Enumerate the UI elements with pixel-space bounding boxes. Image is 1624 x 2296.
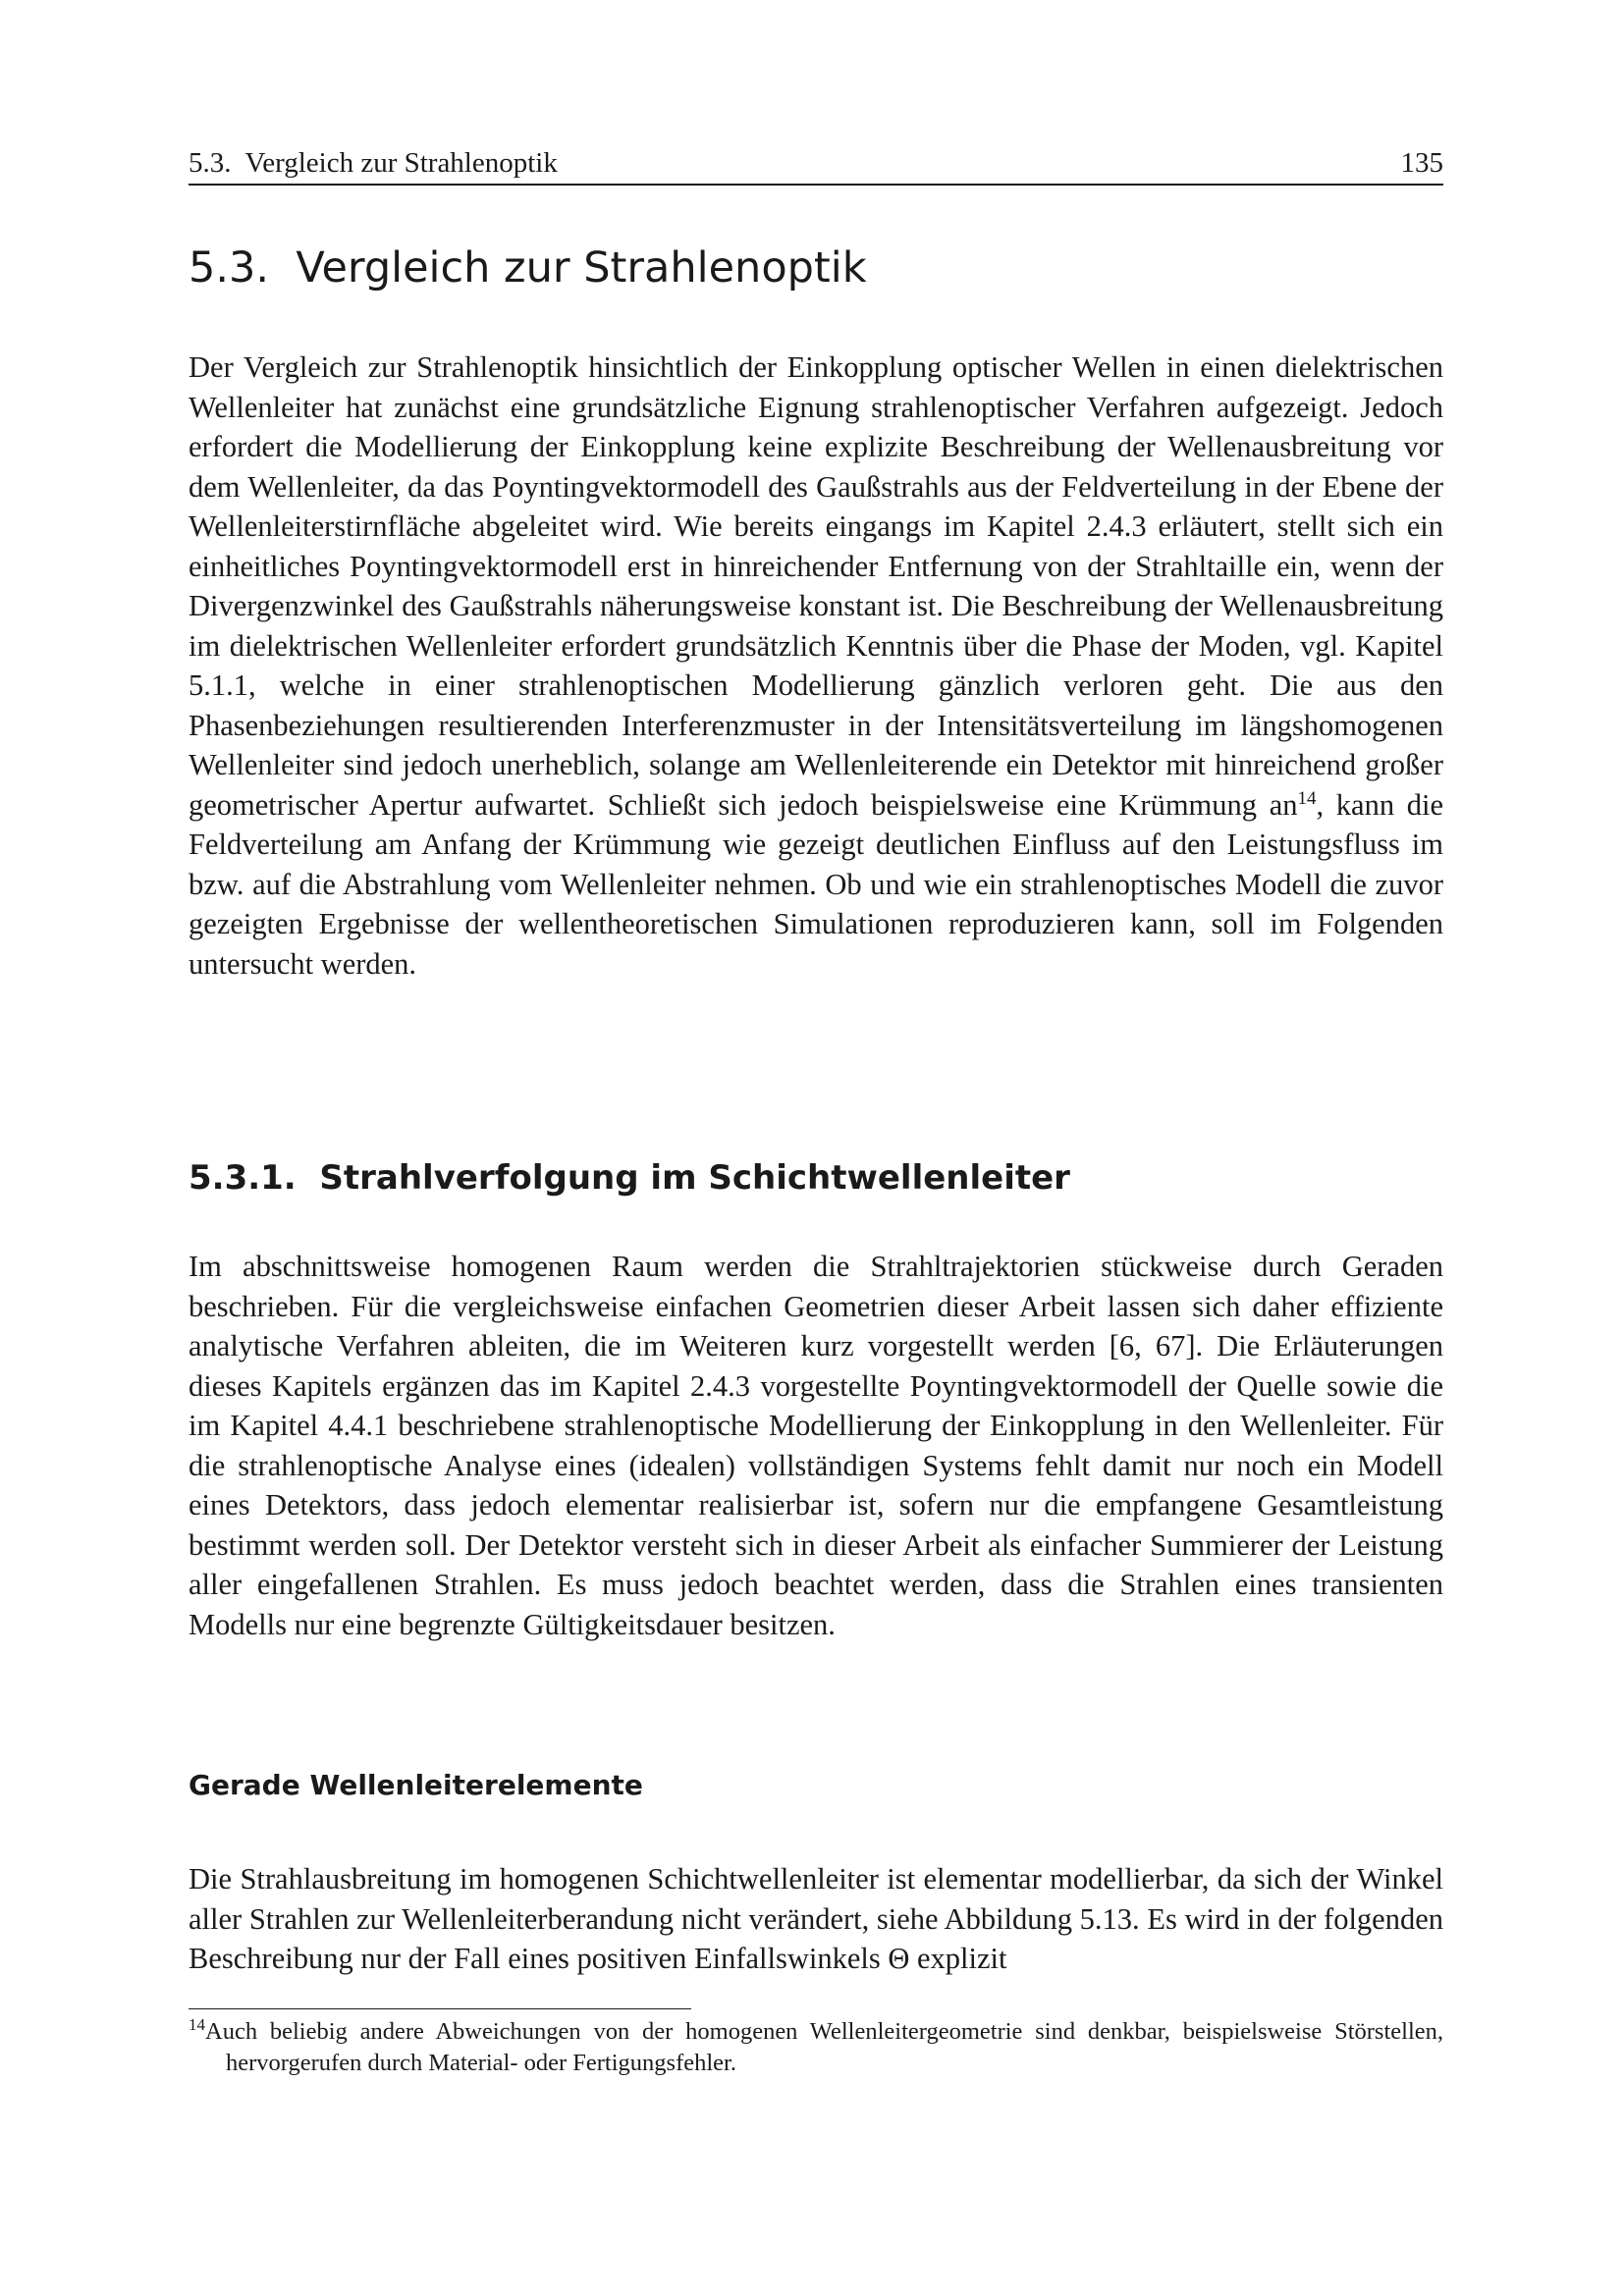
footnote-text: Auch beliebig andere Abweichungen von der homogenen Wellenleitergeometrie sind denkbar, beispielsweise Störstellen, hervorgerufen durch Material- oder Fertigungsfehler. <box>205 2018 1443 2076</box>
footnote-mark: 14 <box>1297 787 1317 809</box>
section-paragraph-text-a: Der Vergleich zur Strahlenoptik hinsichtlich der Einkopplung optischer Wellen in einen dielektrischen Wellenleiter hat zunächst eine grundsätzliche Eignung strahlenoptischer Verfahren aufgezeigt. Jedoch erfordert die Modellierung der Einkopplung keine explizite Beschreibung der Wellenausbreitung vor dem Wellenleiter, da das Poyntingvektormodell des Gaußstrahls aus der Feldverteilung in der Ebene der Wellenleiterstirnfläche abgeleitet wird. Wie bereits eingangs im Kapitel 2.4.3 erläutert, stellt sich ein einheitliches Poyntingvektormodell erst in hinreichender Entfernung von der Strahltaille ein, wenn der Divergenzwinkel des Gaußstrahls näherungsweise konstant ist. Die Beschreibung der Wellenausbreitung im dielektrischen Wellenleiter erfordert grundsätzlich Kenntnis über die Phase der Moden, vgl. Kapitel 5.1.1, welche in einer strahlenoptischen Modellierung gänzlich verloren geht. Die aus den Phasenbeziehungen resultierenden Interferenzmuster in der Intensitätsverteilung im längshomogenen Wellenleiter sind jedoch unerheblich, solange am Wellenleiterende ein Detektor mit hinreichend großer geometrischer Apertur aufwartet. Schließt sich jedoch beispielsweise eine Krümmung an <box>189 350 1443 822</box>
section-paragraph-text-b: , kann die Feldverteilung am Anfang der Krümmung wie gezeigt deutlichen Einfluss auf den Leistungsfluss im bzw. auf die Abstrahlung vom Wellenleiter nehmen. Ob und wie ein strahlenoptisches Modell die zuvor gezeigten Ergebnisse der wellentheoretischen Simulationen reproduzieren kann, soll im Folgenden untersucht werden. <box>189 787 1443 981</box>
footnote <box>189 2016 1443 2079</box>
footnote-number: 14 <box>189 2014 205 2034</box>
page <box>189 147 1443 2076</box>
footnote-rule <box>189 2008 691 2009</box>
section-paragraph <box>189 347 1443 984</box>
running-header <box>189 147 1443 186</box>
page-number: 135 <box>1400 147 1443 179</box>
subsection-title: 5.3.1. Strahlverfolgung im Schichtwellenleiter <box>189 1158 1070 1198</box>
running-title: 5.3. Vergleich zur Strahlenoptik <box>189 147 558 179</box>
subsubsection-paragraph: Die Strahlausbreitung im homogenen Schichtwellenleiter ist elementar modellierbar, da sich der Winkel aller Strahlen zur Wellenleiterberandung nicht verändert, siehe Abbildung 5.13. Es wird in der folgenden Beschreibung nur der Fall eines positiven Einfallswinkels Θ explizit <box>189 1862 1443 1975</box>
section-title: 5.3. Vergleich zur Strahlenoptik <box>189 243 867 293</box>
subsection-paragraph: Im abschnittsweise homogenen Raum werden die Strahltrajektorien stückweise durch Geraden beschrieben. Für die vergleichsweise einfachen Geometrien dieser Arbeit lassen sich daher effiziente analytische Verfahren ableiten, die im Weiteren kurz vorgestellt werden [6, 67]. Die Erläuterungen dieses Kapitels ergänzen das im Kapitel 2.4.3 vorgestellte Poyntingvektormodell der Quelle sowie die im Kapitel 4.4.1 beschriebene strahlenoptische Modellierung der Einkopplung in den Wellenleiter. Für die strahlenoptische Analyse eines (idealen) vollständigen Systems fehlt damit nur noch ein Modell eines Detektors, dass jedoch elementar realisierbar ist, sofern nur die empfangene Gesamtleistung bestimmt werden soll. Der Detektor versteht sich in dieser Arbeit als einfacher Summierer der Leistung aller eingefallenen Strahlen. Es muss jedoch beachtet werden, dass die Strahlen eines transienten Modells nur eine begrenzte Gültigkeitsdauer besitzen. <box>189 1250 1443 1641</box>
subsubsection-title: Gerade Wellenleiterelemente <box>189 1769 643 1801</box>
